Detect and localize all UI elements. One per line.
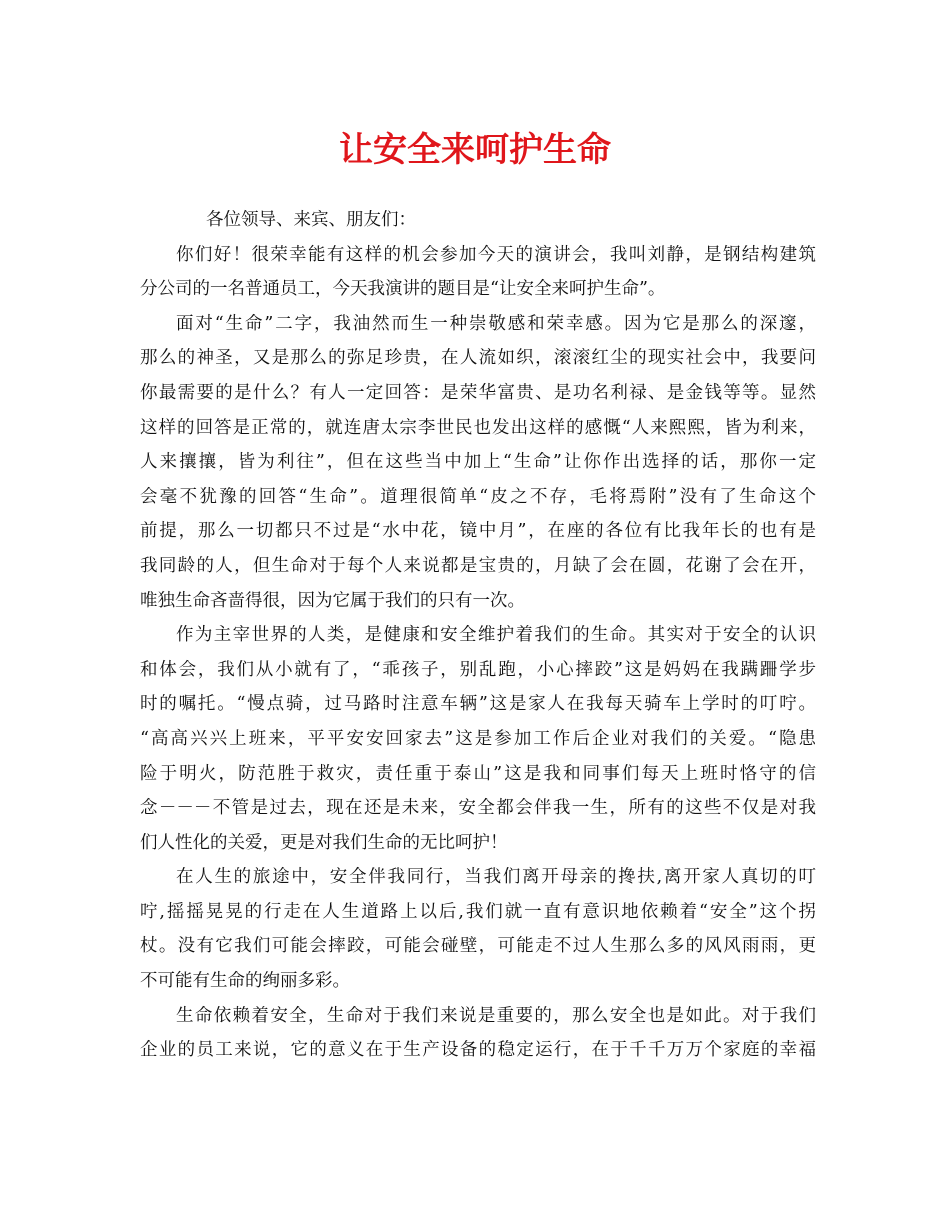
text-line: 分公司的一名普通员工，今天我演讲的题目是“让安全来呵护生命”。 — [140, 279, 666, 300]
text-line: 前提，那么一切都只不过是“水中花，镜中月”，在座的各位有比我年长的也有是 — [140, 521, 816, 542]
text-line: 们人性化的关爱，更是对我们生命的无比呵护！ — [140, 832, 508, 853]
text-line: 不可能有生命的绚丽多彩。 — [140, 971, 350, 992]
text-line: 时的嘱托。“慢点骑，过马路时注意车辆”这是家人在我每天骑车上学时的叮咛。 — [140, 694, 816, 715]
text-line: 杖。没有它我们可能会摔跤，可能会碰壁，可能走不过人生那么多的风风雨雨，更 — [140, 936, 816, 957]
text-line: 和体会，我们从小就有了，“乖孩子，别乱跑，小心摔跤”这是妈妈在我蹒跚学步 — [140, 659, 816, 680]
text-line: 面对“生命”二字，我油然而生一种崇敬感和荣幸感。因为它是那么的深邃， — [176, 313, 816, 334]
greeting-line: 各位领导、来宾、朋友们： — [206, 210, 416, 230]
text-line: 你们好！很荣幸能有这样的机会参加今天的演讲会，我叫刘静，是钢结构建筑 — [176, 244, 816, 265]
text-line: 在人生的旅途中，安全伴我同行，当我们离开母亲的搀扶,离开家人真切的叮 — [176, 867, 816, 888]
text-line: 生命依赖着安全，生命对于我们来说是重要的，那么安全也是如此。对于我们 — [176, 1005, 816, 1026]
text-line: 咛,摇摇晃晃的行走在人生道路上以后,我们就一直有意识地依赖着“安全”这个拐 — [140, 901, 816, 922]
text-line: 念－－－不管是过去，现在还是未来，安全都会伴我一生，所有的这些不仅是对我 — [140, 798, 816, 819]
text-line: 会毫不犹豫的回答“生命”。道理很简单“皮之不存，毛将焉附”没有了生命这个 — [140, 486, 816, 507]
text-line: 唯独生命吝啬得很，因为它属于我们的只有一次。 — [140, 590, 525, 611]
text-line: 你最需要的是什么？有人一定回答：是荣华富贵、是功名利禄、是金钱等等。显然 — [140, 382, 816, 403]
text-line: 企业的员工来说，它的意义在于生产设备的稳定运行，在于千千万万个家庭的幸福 — [140, 1040, 816, 1061]
text-line: 这样的回答是正常的，就连唐太宗李世民也发出这样的感慨“人来熙熙，皆为利来， — [140, 417, 816, 438]
text-line: 作为主宰世界的人类，是健康和安全维护着我们的生命。其实对于安全的认识 — [176, 625, 816, 646]
text-line: 险于明火，防范胜于救灾，责任重于泰山”这是我和同事们每天上班时恪守的信 — [140, 763, 816, 784]
text-line: 那么的神圣，又是那么的弥足珍贵，在人流如织，滚滚红尘的现实社会中，我要问 — [140, 348, 816, 369]
text-line: 我同龄的人，但生命对于每个人来说都是宝贵的，月缺了会在圆，花谢了会在开， — [140, 555, 816, 576]
text-line: “高高兴兴上班来，平平安安回家去”这是参加工作后企业对我们的关爱。“隐患 — [140, 728, 816, 749]
text-line: 人来攘攘，皆为利往”，但在这些当中加上“生命”让你作出选择的话，那你一定 — [140, 452, 816, 473]
document-title: 让安全来呵护生命 — [339, 130, 611, 170]
speech-body — [140, 203, 816, 1068]
